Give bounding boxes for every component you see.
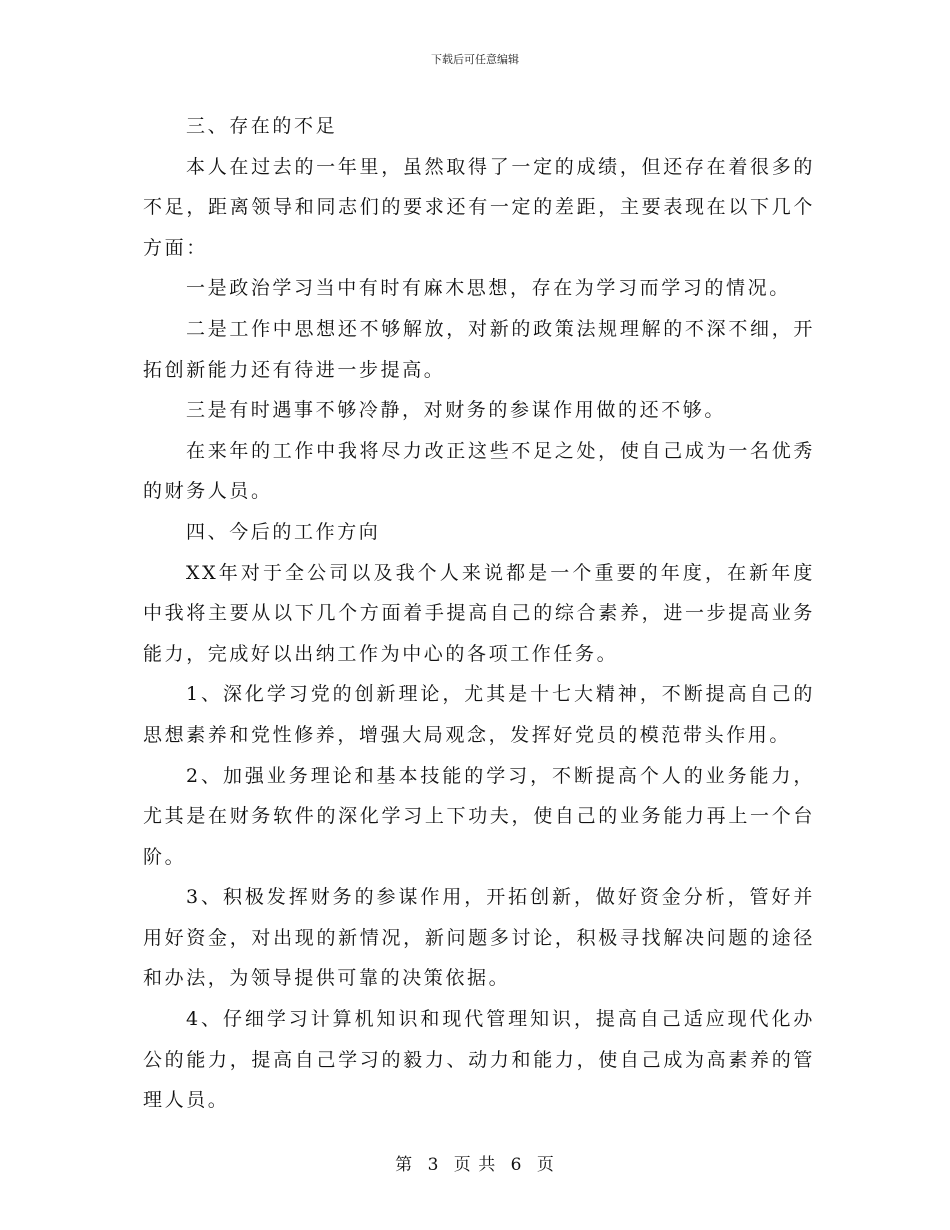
paragraph-improvement: 在来年的工作中我将尽力改正这些不足之处，使自己成为一名优秀的财务人员。 <box>143 439 815 503</box>
list-item-2: 2、加强业务理论和基本技能的学习，不断提高个人的业务能力，尤其是在财务软件的深化学习上下功夫，使自己的业务能力再上一个台阶。 <box>143 764 815 868</box>
paragraph-point-two: 二是工作中思想还不够解放，对新的政策法规理解的不深不细，开拓创新能力还有待进一步提高。 <box>143 317 815 381</box>
footer-total-pages: 6 <box>510 1155 523 1175</box>
list-item-1: 1、深化学习党的创新理论，尤其是十七大精神，不断提高自己的思想素养和党性修养，增强大局观念，发挥好党员的模范带头作用。 <box>143 683 815 746</box>
section-heading-shortcomings: 三、存在的不足 <box>186 115 338 137</box>
footer-current-page: 3 <box>427 1155 440 1175</box>
list-item-4: 4、仔细学习计算机知识和现代管理知识，提高自己适应现代化办公的能力，提高自己学习的毅力、动力和能力，使自己成为高素养的管理人员。 <box>143 1008 815 1112</box>
header-note: 下载后可任意编辑 <box>431 53 519 66</box>
footer-middle: 页 共 <box>453 1155 497 1175</box>
paragraph-point-one: 一是政治学习当中有时有麻木思想，存在为学习而学习的情况。 <box>186 277 791 300</box>
document-body <box>143 106 815 1121</box>
page-footer <box>0 1154 950 1176</box>
footer-suffix: 页 <box>536 1155 555 1175</box>
paragraph-point-three: 三是有时遇事不够冷静，对财务的参谋作用做的还不够。 <box>186 399 727 422</box>
footer-prefix: 第 <box>395 1155 414 1175</box>
paragraph-future-intro: XX年对于全公司以及我个人来说都是一个重要的年度，在新年度中我将主要从以下几个方面着手提高自己的综合素养，进一步提高业务能力，完成好以出纳工作为中心的各项工作任务。 <box>143 561 815 665</box>
section-heading-future-direction: 四、今后的工作方向 <box>186 520 381 543</box>
list-item-3: 3、积极发挥财务的参谋作用，开拓创新，做好资金分析，管好并用好资金，对出现的新情况，新问题多讨论，积极寻找解决问题的途径和办法，为领导提供可靠的决策依据。 <box>143 886 815 990</box>
paragraph-shortcomings-intro: 本人在过去的一年里，虽然取得了一定的成绩，但还存在着很多的不足，距离领导和同志们的要求还有一定的差距，主要表现在以下几个方面： <box>143 155 815 259</box>
page-header <box>0 53 950 67</box>
